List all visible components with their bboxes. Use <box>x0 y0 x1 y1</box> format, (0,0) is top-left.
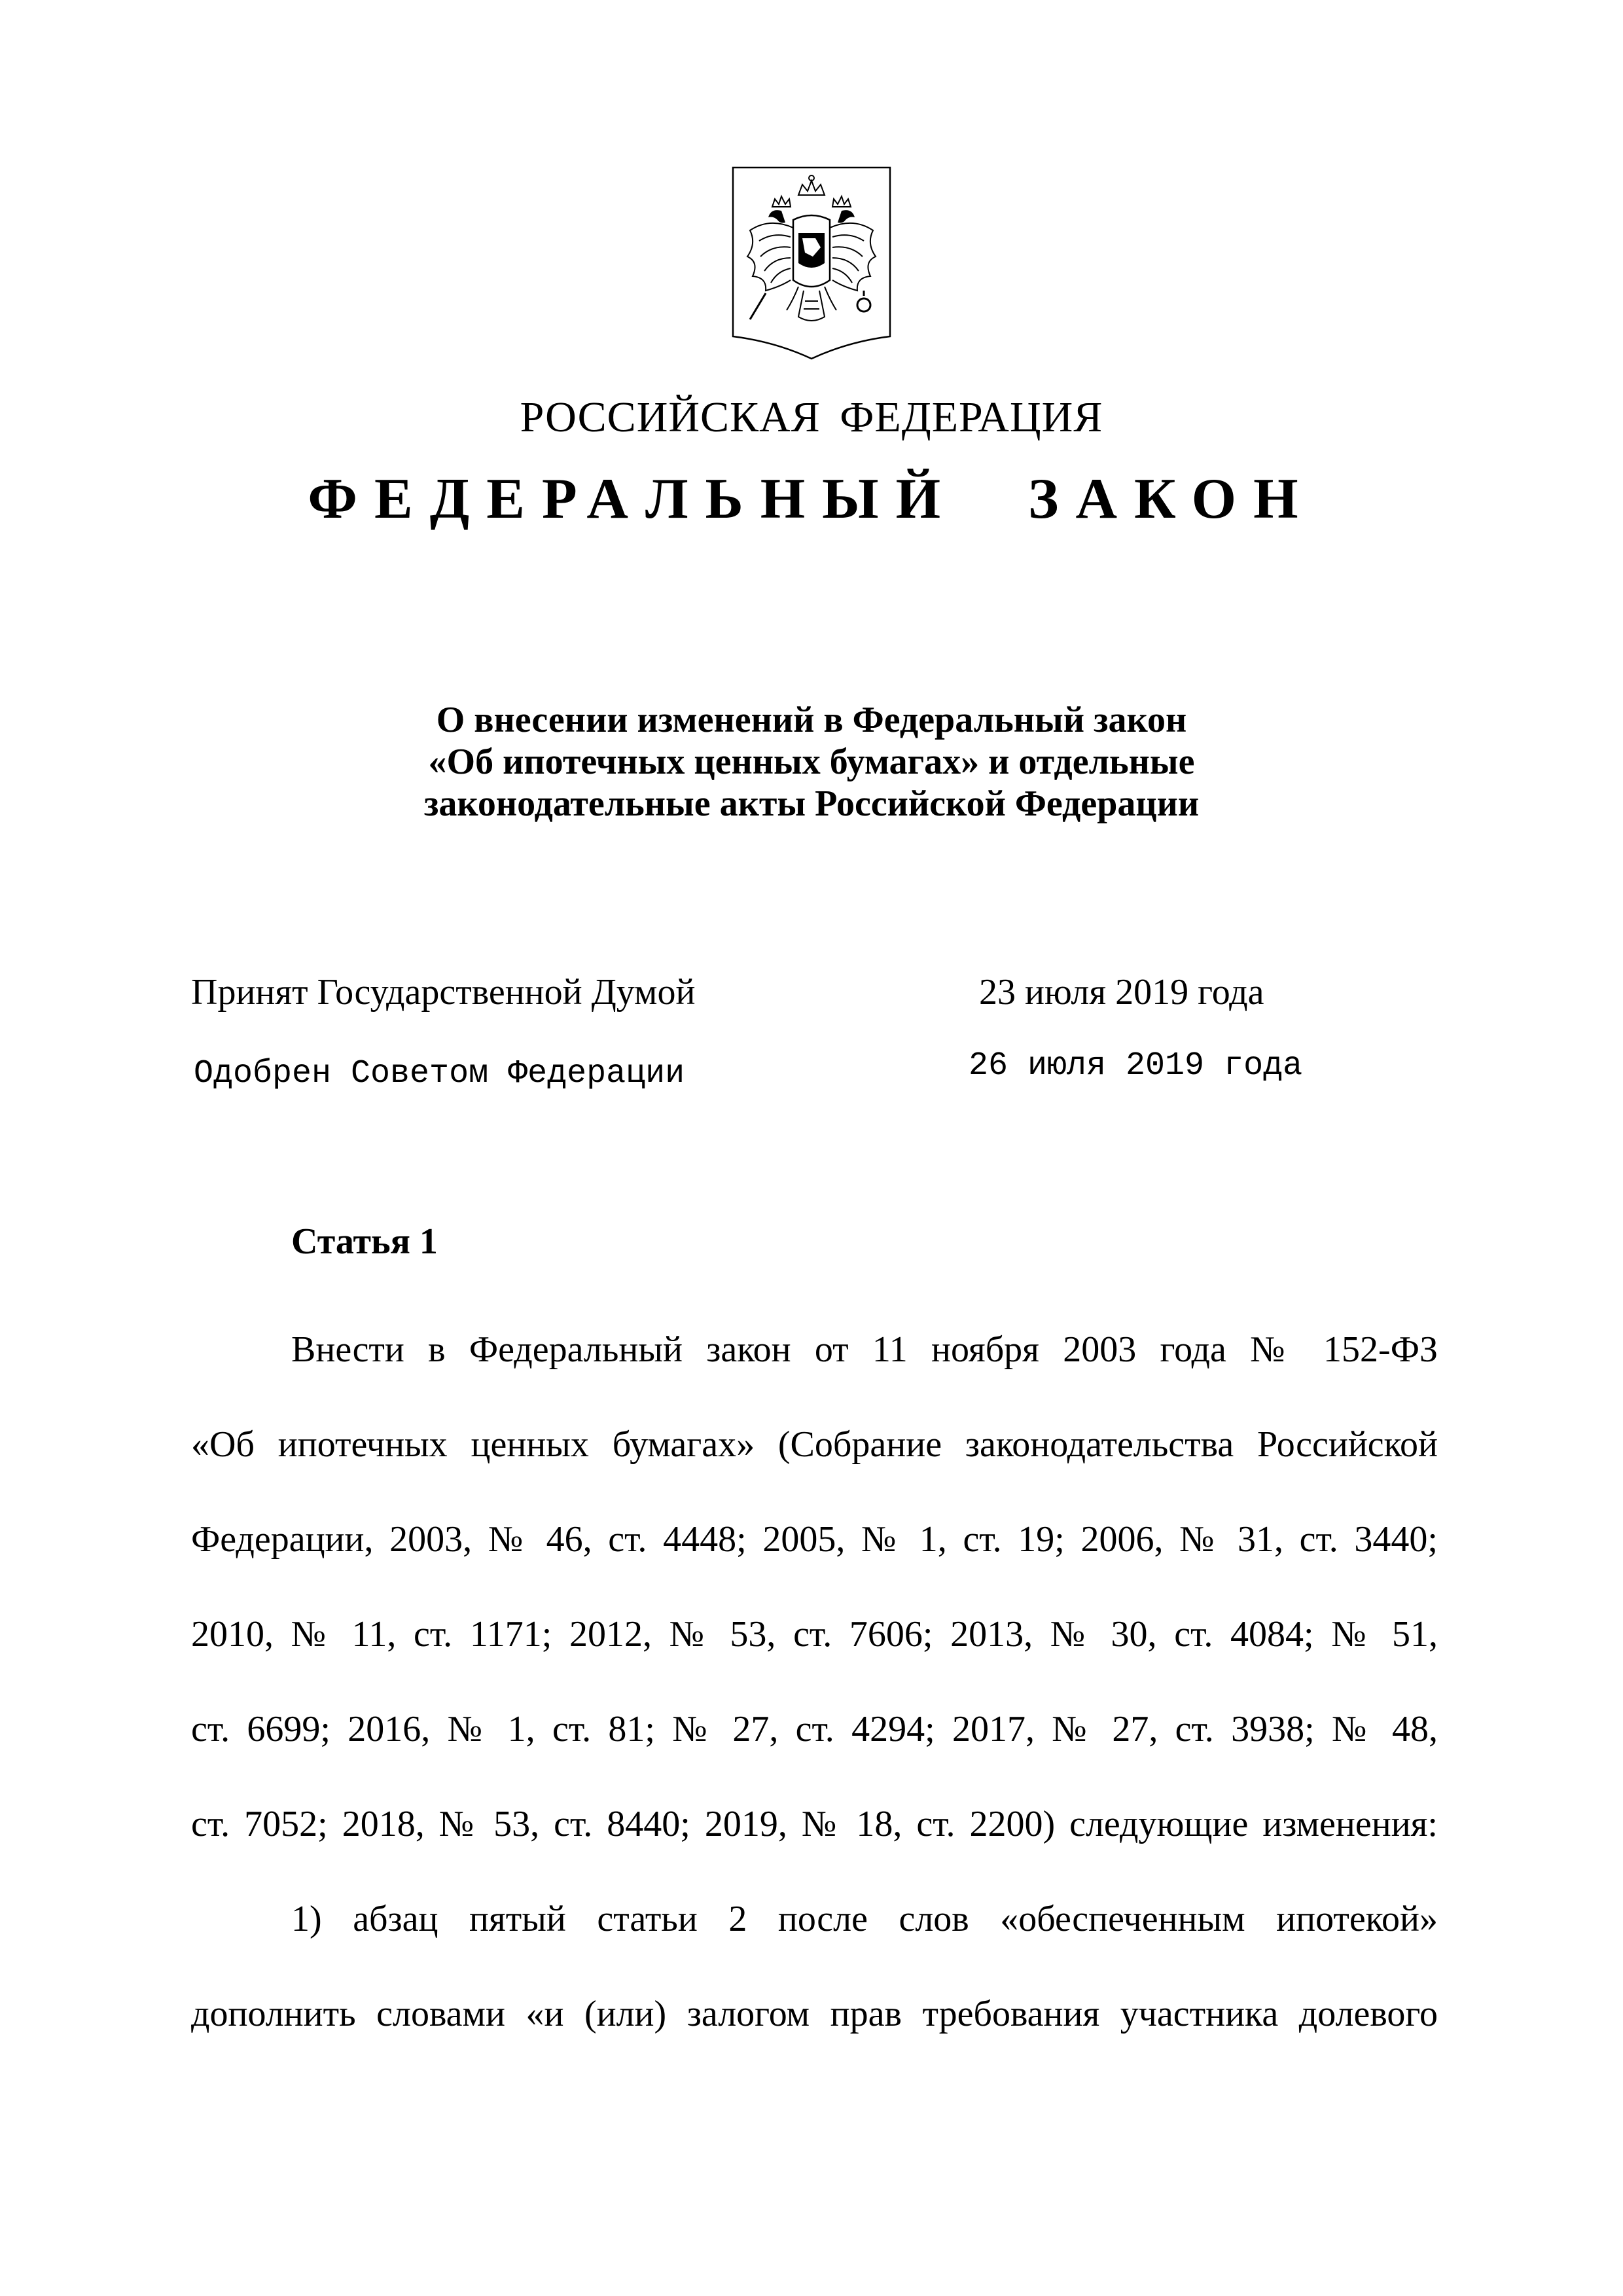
law-title-line: О внесении изменений в Федеральный закон <box>436 700 1187 740</box>
country-heading: РОССИЙСКАЯ ФЕДЕРАЦИЯ <box>520 393 1103 441</box>
coat-of-arms-icon <box>730 165 893 361</box>
law-title <box>262 699 1361 825</box>
article-body <box>191 1302 1438 2062</box>
law-title-line: «Об ипотечных ценных бумагах» и отдельные <box>428 742 1195 782</box>
adoption-date-council: 26 июля 2019 года <box>969 1047 1303 1085</box>
adoption-label-duma: Принят Государственной Думой <box>191 972 696 1013</box>
body-line: Федерации, 2003, № 46, ст. 4448; 2005, № 1, ст. 19; 2006, № 31, ст. 3440; <box>191 1519 1438 1560</box>
article-paragraph <box>191 1302 1438 1872</box>
article-heading: Статья 1 <box>291 1221 438 1262</box>
body-line: ст. 7052; 2018, № 53, ст. 8440; 2019, № 18, ст. 2200) следующие изменения: <box>191 1804 1438 1844</box>
body-line: 2010, № 11, ст. 1171; 2012, № 53, ст. 7606; 2013, № 30, ст. 4084; № 51, <box>191 1614 1438 1655</box>
adoption-date-duma: 23 июля 2019 года <box>979 972 1264 1013</box>
body-line: 1) абзац пятый статьи 2 после слов «обеспеченным ипотекой» <box>291 1899 1438 1939</box>
article-paragraph <box>191 1872 1438 2062</box>
document-type-heading: ФЕДЕРАЛЬНЫЙ ЗАКОН <box>308 467 1315 531</box>
adoption-label-council: Одобрен Советом Федерации <box>194 1055 685 1092</box>
body-line: «Об ипотечных ценных бумагах» (Собрание законодательства Российской <box>191 1424 1438 1465</box>
body-line: дополнить словами «и (или) залогом прав требования участника долевого <box>191 1994 1438 2034</box>
body-line: ст. 6699; 2016, № 1, ст. 81; № 27, ст. 4294; 2017, № 27, ст. 3938; № 48, <box>191 1709 1438 1749</box>
law-title-line: законодательные акты Российской Федерации <box>423 783 1200 824</box>
body-line: Внести в Федеральный закон от 11 ноября 2003 года № 152-ФЗ <box>291 1329 1438 1370</box>
